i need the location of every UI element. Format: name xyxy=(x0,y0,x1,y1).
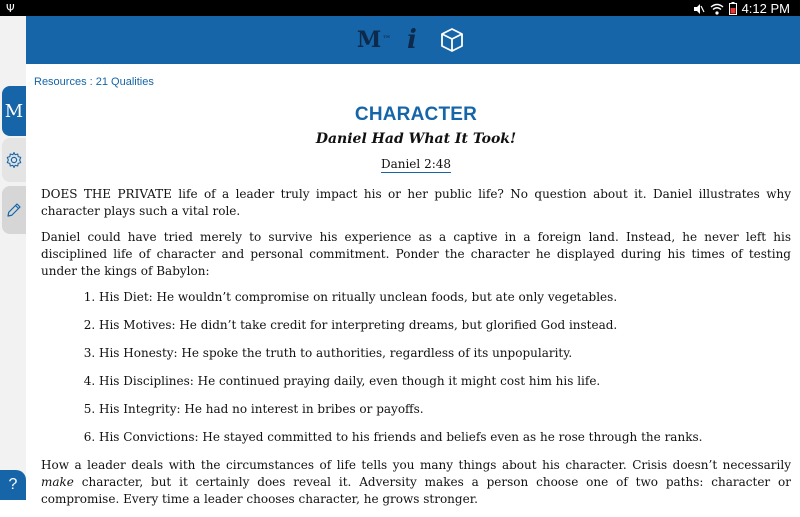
gear-icon xyxy=(5,151,23,169)
paragraph-text: character, but it certainly does reveal it. Adversity makes a person choose one of two paths: character or compromise. Every time a leader chooses character, he grows stronger. xyxy=(41,475,791,506)
m-logo-icon: M xyxy=(356,27,382,53)
list-item: 4. His Disciplines: He continued praying daily, even though it might cost him his life. xyxy=(99,373,791,390)
list-item: 2. His Motives: He didn’t take credit for interpreting dreams, but glorified God instead. xyxy=(99,317,791,334)
wifi-icon xyxy=(710,3,724,15)
question-icon: ? xyxy=(8,476,18,493)
paragraph: DOES THE PRIVATE life of a leader truly impact his or her public life? No question about it. Daniel illustrates why character plays such a vital role. xyxy=(41,187,791,218)
paragraph-text: How a leader deals with the circumstances of life tells you many things about his character. Crisis doesn’t necessarily xyxy=(41,458,791,472)
app-header xyxy=(26,16,800,64)
page-subtitle: Daniel Had What It Took! xyxy=(315,131,517,147)
content-pane xyxy=(26,64,800,506)
list-item: 6. His Convictions: He stayed committed to his friends and beliefs even as he rose through the ranks. xyxy=(99,429,791,446)
tab-notes[interactable] xyxy=(2,186,26,234)
article-body xyxy=(41,186,791,517)
list-item: 3. His Honesty: He spoke the truth to authorities, regardless of its unpopularity. xyxy=(99,345,791,362)
m-logo-icon: M xyxy=(4,100,24,122)
trademark-mark: ™ xyxy=(382,35,392,45)
mute-icon xyxy=(693,3,705,15)
scripture-reference xyxy=(26,157,800,171)
help-button[interactable] xyxy=(0,470,26,500)
list-item: 5. His Integrity: He had no interest in bribes or payoffs. xyxy=(99,401,791,418)
emphasis: make xyxy=(41,475,74,489)
pencil-icon xyxy=(5,201,23,219)
character-list xyxy=(41,289,791,446)
cube-icon xyxy=(439,27,465,53)
info-icon: i xyxy=(407,25,417,55)
scripture-link[interactable]: Daniel 2:48 xyxy=(380,157,452,171)
list-item: 1. His Diet: He wouldn’t compromise on ritually unclean foods, but ate only vegetables. xyxy=(99,289,791,306)
tab-settings[interactable] xyxy=(2,138,26,182)
tab-m[interactable] xyxy=(2,86,26,136)
paragraph xyxy=(41,457,791,508)
paragraph: Daniel could have tried merely to survive his experience as a captive in a foreign land. Instead, he never left his disciplined life of character and personal commitment. Ponder the character he displayed during his times of testing under the kings of Babylon: xyxy=(41,230,791,278)
info-button[interactable] xyxy=(404,24,420,56)
resources-button[interactable] xyxy=(439,24,465,56)
battery-icon xyxy=(729,2,737,15)
clock: 4:12 PM xyxy=(741,1,790,16)
page-title: CHARACTER xyxy=(354,104,478,125)
status-bar xyxy=(0,0,800,16)
usb-icon: Ψ xyxy=(6,2,15,15)
breadcrumb[interactable]: Resources : 21 Qualities xyxy=(34,76,154,88)
status-icons xyxy=(693,1,790,16)
m-button[interactable] xyxy=(356,24,392,56)
